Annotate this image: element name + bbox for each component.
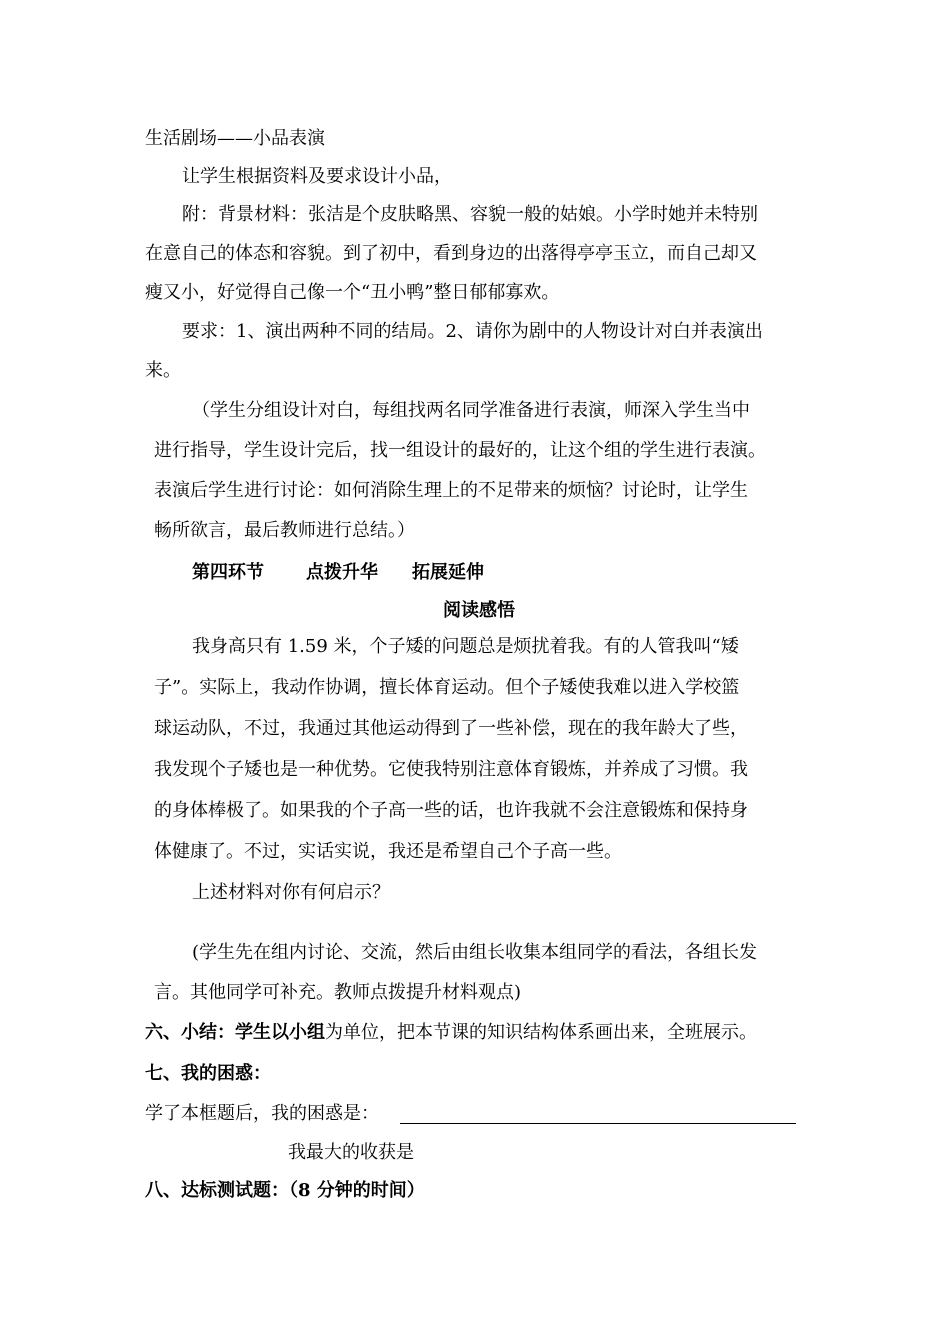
reading-line: 子”。实际上，我动作协调，擅长体育运动。但个子矮使我难以进入学校篮 [154, 677, 740, 698]
summary-rest: 为单位，把本节课的知识结构体系画出来，全班展示。 [325, 1022, 757, 1043]
activity-note-line-2: 进行指导，学生设计完后，找一组设计的最好的，让这个组的学生进行表演。 [154, 440, 766, 461]
activity-note-line-3: 表演后学生进行讨论：如何消除生理上的不足带来的烦恼？讨论时，让学生 [154, 480, 748, 501]
reading-question: 上述材料对你有何启示？ [192, 882, 390, 903]
stage4-label: 第四环节 [192, 562, 264, 583]
gain-prompt: 我最大的收获是 [288, 1142, 414, 1163]
summary-heading: 六、小结： [145, 1022, 235, 1043]
discussion-note-line-2: 言。其他同学可补充。教师点拨提升材料观点) [154, 982, 522, 1003]
answer-line [400, 1123, 796, 1124]
reading-line: 体健康了。不过，实话实说，我还是希望自己个子高一些。 [154, 841, 622, 862]
reading-line: 我身高只有 1.59 米，个子矮的问题总是烦扰着我。有的人管我叫“矮 [192, 636, 739, 657]
background-line-1: 附：背景材料：张洁是个皮肤略黑、容貌一般的姑娘。小学时她并未特别 [182, 204, 758, 225]
intro-text: 让学生根据资料及要求设计小品， [182, 166, 452, 187]
summary-bold-part: 学生以小组 [235, 1022, 325, 1043]
test-heading: 八、达标测试题：（8 分钟的时间） [145, 1180, 425, 1201]
requirement-line-2: 来。 [145, 360, 181, 381]
discussion-note-line-1: (学生先在组内讨论、交流，然后由组长收集本组同学的看法，各组长发 [192, 942, 758, 963]
section-title: 生活剧场——小品表演 [145, 128, 325, 149]
reading-line: 我发现个子矮也是一种优势。它使我特别注意体育锻炼，并养成了习惯。我 [154, 759, 748, 780]
stage4-part1: 点拨升华 [306, 562, 378, 583]
background-line-3: 瘦又小，好觉得自己像一个“丑小鸭”整日郁郁寡欢。 [145, 282, 560, 303]
stage4-part2: 拓展延伸 [412, 562, 484, 583]
reading-line: 的身体棒极了。如果我的个子高一些的话，也许我就不会注意锻炼和保持身 [154, 800, 748, 821]
reading-title: 阅读感悟 [443, 600, 515, 621]
confusion-heading: 七、我的困惑： [145, 1063, 271, 1084]
requirement-line-1: 要求：1、演出两种不同的结局。2、请你为剧中的人物设计对白并表演出 [182, 321, 763, 342]
summary-line [145, 1022, 757, 1044]
reading-line: 球运动队，不过，我通过其他运动得到了一些补偿，现在的我年龄大了些， [154, 718, 748, 739]
background-line-2: 在意自己的体态和容貌。到了初中，看到身边的出落得亭亭玉立，而自己却又 [145, 243, 757, 264]
confusion-prompt: 学了本框题后，我的困惑是： [145, 1103, 379, 1124]
activity-note-line-1: （学生分组设计对白，每组找两名同学准备进行表演，师深入学生当中 [192, 400, 750, 421]
activity-note-line-4: 畅所欲言，最后教师进行总结。） [154, 520, 415, 541]
